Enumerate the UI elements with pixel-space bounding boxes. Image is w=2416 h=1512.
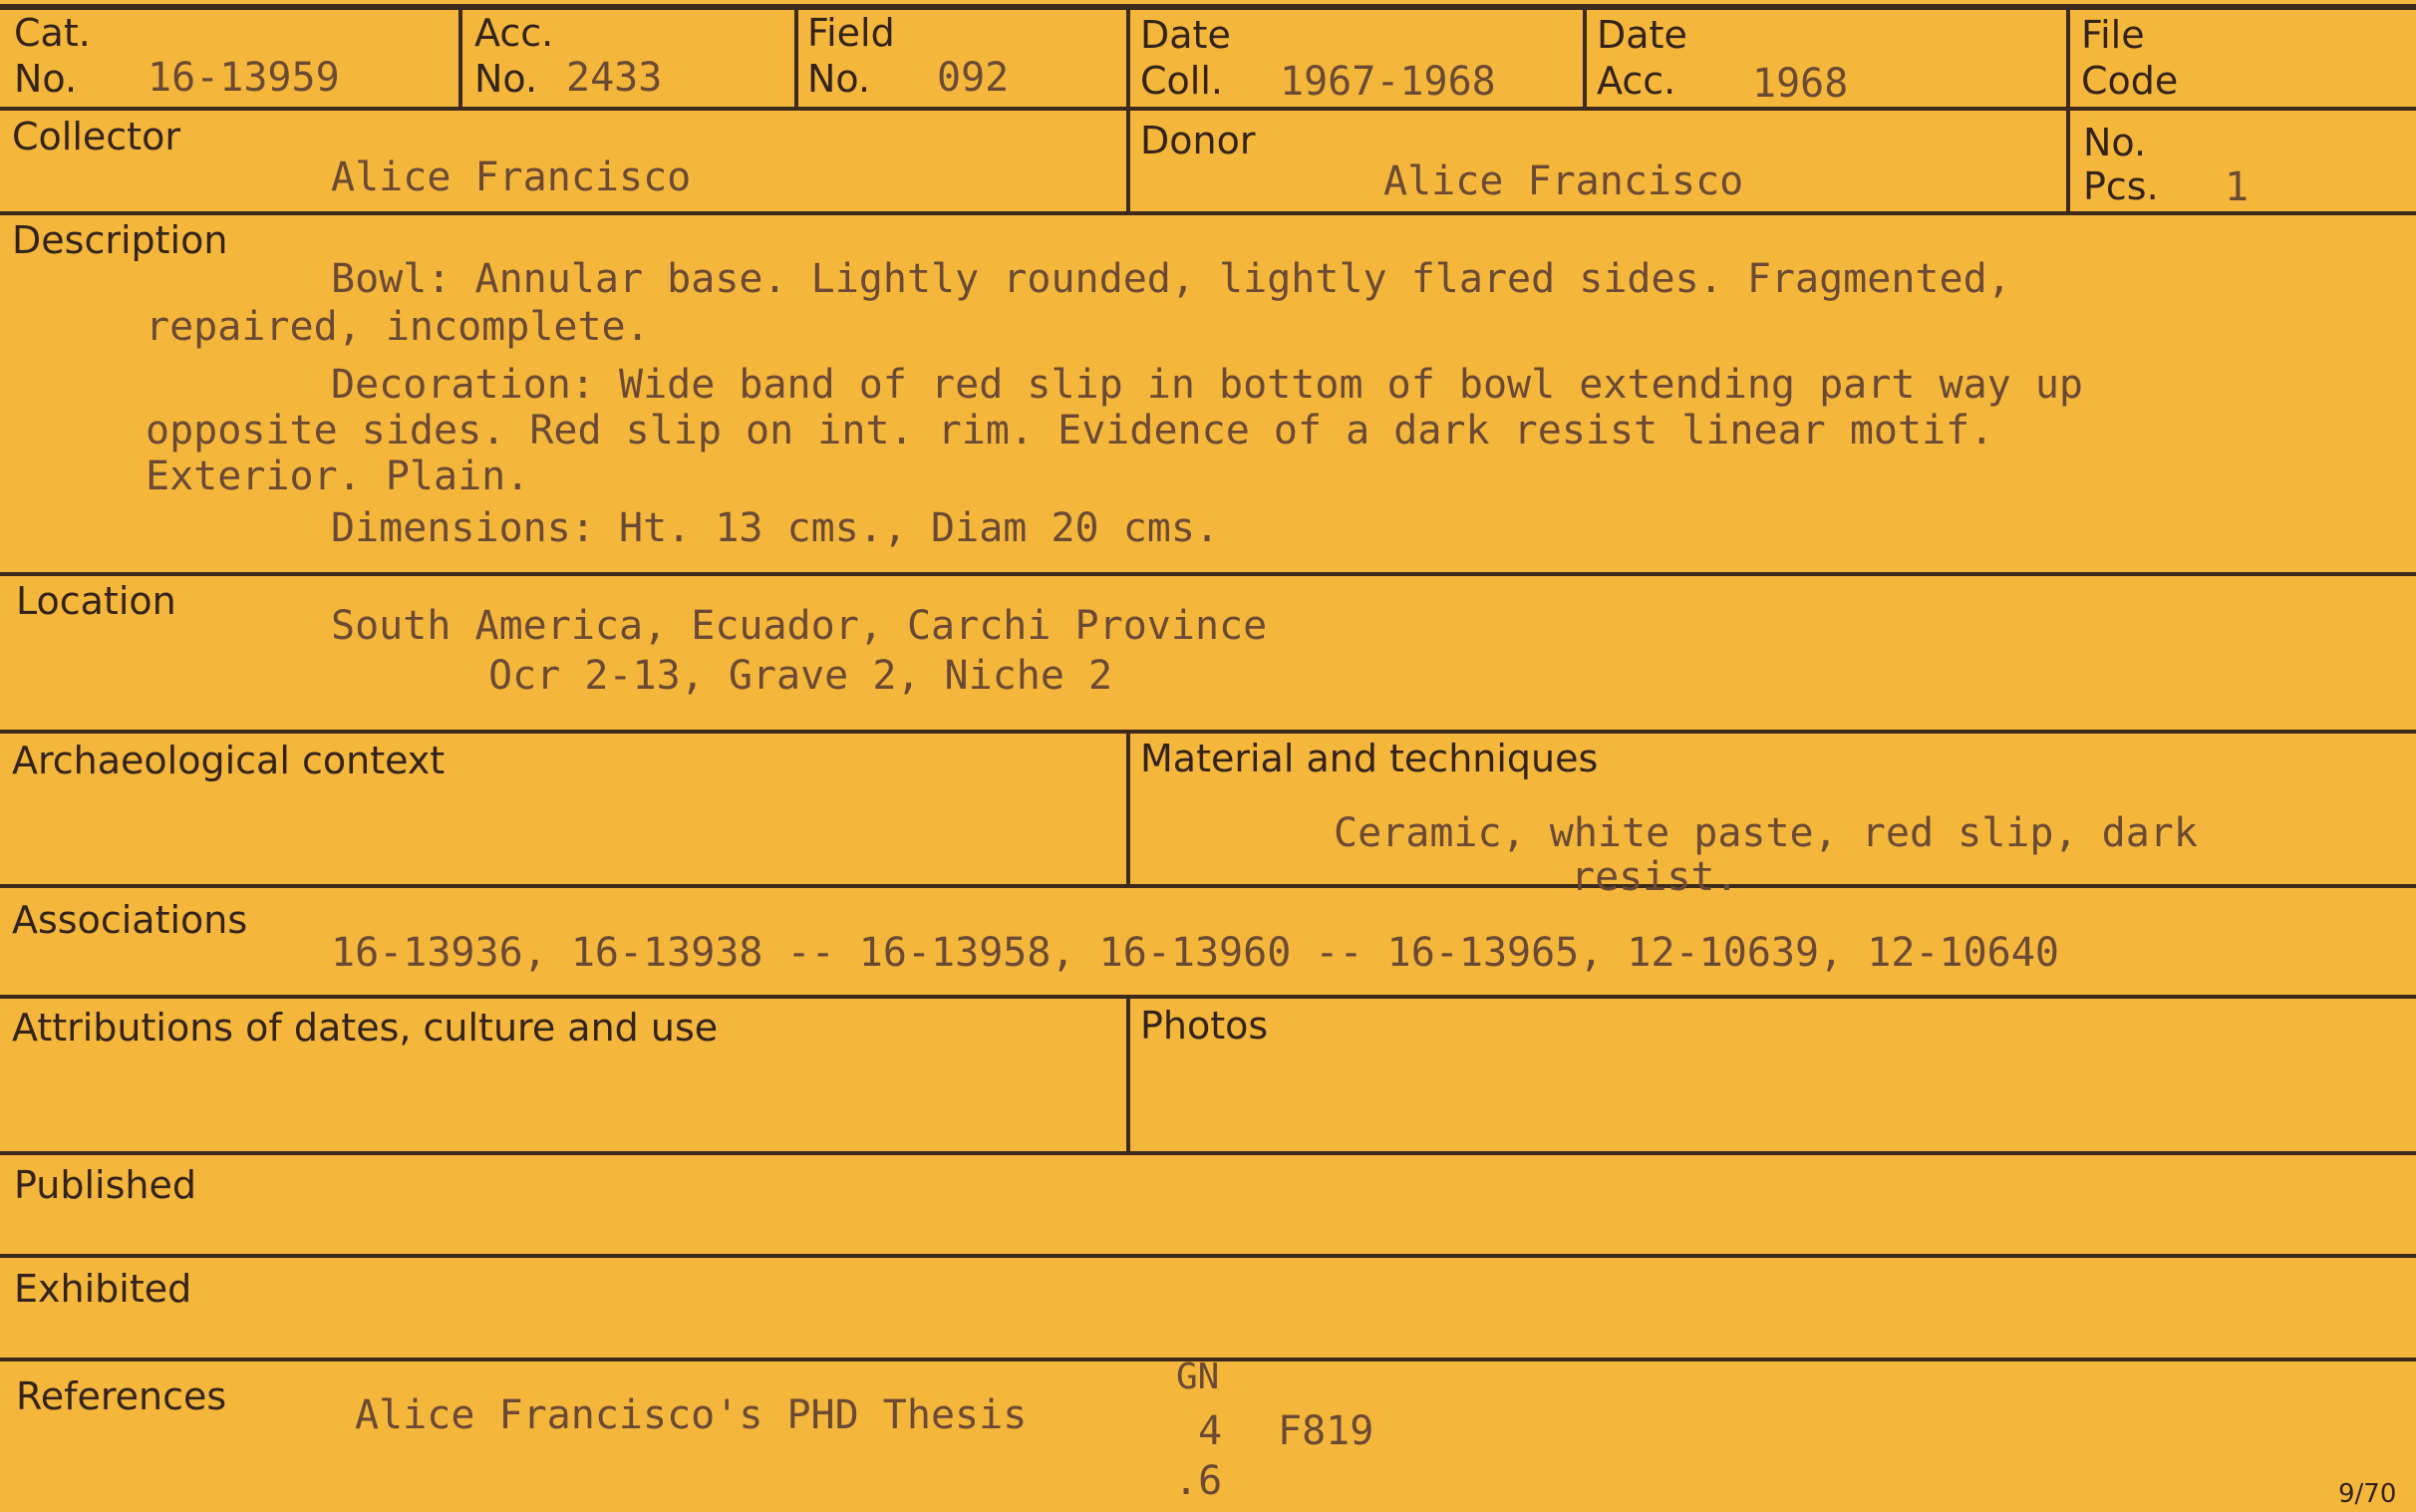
form-code: 9/70 [2338, 1479, 2397, 1509]
rule-description-bottom [0, 572, 2416, 576]
description-line: repaired, incomplete. [146, 304, 650, 350]
cat-number: 16-13959 [148, 55, 340, 101]
exhibited-label: Exhibited [14, 1267, 192, 1311]
acc-no-label: No. [474, 57, 538, 101]
rule-collector-bottom [0, 211, 2416, 215]
published-label: Published [14, 1163, 196, 1207]
acc2-label: Acc. [1597, 59, 1676, 103]
references-value: Alice Francisco's PHD Thesis [355, 1392, 1028, 1438]
call-number-line: 4 [1198, 1408, 1223, 1454]
archaeological-context-label: Archaeological context [12, 739, 446, 782]
rule-v-acc [794, 8, 798, 109]
file-label: File [2081, 13, 2145, 57]
collector-name: Alice Francisco [331, 154, 692, 200]
photos-label: Photos [1140, 1004, 1269, 1048]
description-label: Description [12, 218, 228, 262]
pieces-count: 1 [2225, 164, 2250, 210]
location-line: South America, Ecuador, Carchi Province [331, 603, 1268, 649]
acc-number: 2433 [566, 55, 663, 101]
rule-location-bottom [0, 730, 2416, 734]
cat-no-label: No. [14, 57, 78, 101]
date-coll-label: Date [1140, 13, 1231, 57]
call-number-line: GN [1176, 1357, 1220, 1397]
call-number-line: .6 [1174, 1458, 1223, 1504]
date-collected: 1967-1968 [1280, 59, 1496, 105]
rule-associations-bottom [0, 995, 2416, 999]
location-label: Location [16, 579, 176, 623]
cat-label: Cat. [14, 11, 91, 55]
associations-label: Associations [12, 898, 248, 942]
material-label: Material and techniques [1140, 737, 1599, 780]
description-line: opposite sides. Red slip on int. rim. Evidence of a dark resist linear motif. [146, 408, 1994, 454]
description-line: Exterior. Plain. [146, 454, 530, 499]
rule-context-bottom [0, 884, 2416, 888]
rule-v-context [1126, 730, 1130, 886]
pieces-no-label: No. [2083, 121, 2147, 164]
pieces-pcs-label: Pcs. [2083, 164, 2159, 208]
associations-value: 16-13936, 16-13938 -- 16-13958, 16-13960 -- 16-13965, 12-10639, 12-10640 [331, 930, 2059, 976]
material-line: Ceramic, white paste, red slip, dark [1334, 810, 2198, 856]
location-line: Ocr 2-13, Grave 2, Niche 2 [488, 653, 1113, 699]
rule-top [0, 4, 2416, 10]
rule-v-dateacc [2066, 8, 2070, 213]
rule-v-attributions [1126, 995, 1130, 1153]
attributions-label: Attributions of dates, culture and use [12, 1006, 719, 1050]
donor-name: Alice Francisco [1383, 158, 1744, 204]
field-no-label: No. [807, 57, 871, 101]
donor-label: Donor [1140, 119, 1256, 162]
description-line: Dimensions: Ht. 13 cms., Diam 20 cms. [331, 505, 1220, 551]
rule-v-datecoll [1583, 8, 1587, 109]
field-label: Field [807, 11, 895, 55]
coll-label: Coll. [1140, 59, 1223, 103]
description-line: Bowl: Annular base. Lightly rounded, lightly flared sides. Fragmented, [331, 256, 2011, 302]
call-number-line: F819 [1278, 1408, 1374, 1454]
rule-published-bottom [0, 1254, 2416, 1258]
rule-v-cat [458, 8, 462, 109]
rule-attributions-bottom [0, 1151, 2416, 1155]
date-acc-label: Date [1597, 13, 1687, 57]
description-line: Decoration: Wide band of red slip in bottom of bowl extending part way up [331, 362, 2083, 408]
references-label: References [16, 1374, 227, 1418]
field-number: 092 [937, 55, 1010, 101]
rule-v-field [1126, 8, 1130, 213]
acc-label: Acc. [474, 11, 554, 55]
material-line: resist. [1571, 854, 1739, 900]
date-accessioned: 1968 [1752, 61, 1849, 107]
collector-label: Collector [12, 115, 180, 158]
rule-header-bottom [0, 107, 2416, 111]
code-label: Code [2081, 59, 2179, 103]
